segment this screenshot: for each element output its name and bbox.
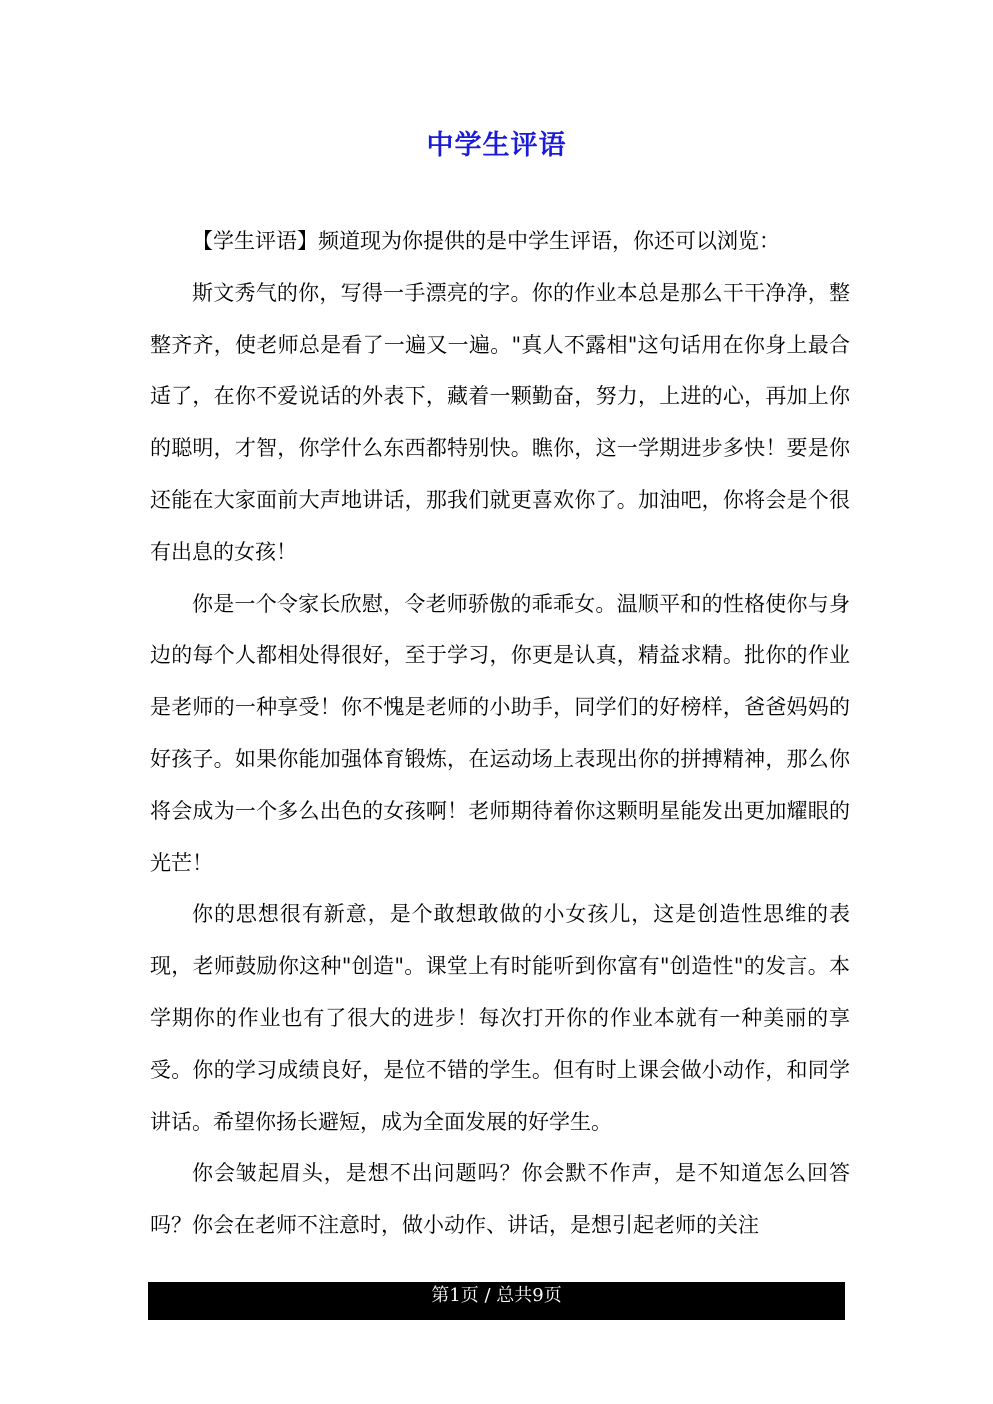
- comment-paragraph: 你是一个令家长欣慰，令老师骄傲的乖乖女。温顺平和的性格使你与身边的每个人都相处得很好，至于学习，你更是认真，精益求精。批你的作业是老师的一种享受！你不愧是老师的小助手，同学们的好榜样，爸爸妈妈的好孩子。如果你能加强体育锻炼，在运动场上表现出你的拼搏精神，那么你将会成为一个多么出色的女孩啊！老师期待着你这颗明星能发出更加耀眼的光芒！: [150, 591, 850, 875]
- page-footer: [148, 1282, 845, 1320]
- page-number: 第1页 / 总共9页: [431, 1285, 562, 1306]
- comment-paragraph: 你会皱起眉头，是想不出问题吗？你会默不作声，是不知道怎么回答吗？你会在老师不注意时，做小动作、讲话，是想引起老师的关注: [150, 1161, 850, 1238]
- page-title: 中学生评语: [426, 130, 567, 161]
- comment-paragraph: 你的思想很有新意，是个敢想敢做的小女孩儿，这是创造性思维的表现，老师鼓励你这种"创造"。课堂上有时能听到你富有"创造性"的发言。本学期你的作业也有了很大的进步！每次打开你的作业本就有一种美丽的享受。你的学习成绩良好，是位不错的学生。但有时上课会做小动作，和同学讲话。希望你扬长避短，成为全面发展的好学生。: [150, 902, 850, 1134]
- document-body: [150, 216, 850, 1252]
- intro-paragraph: 【学生评语】频道现为你提供的是中学生评语，你还可以浏览：: [192, 229, 780, 253]
- comment-paragraph: 斯文秀气的你，写得一手漂亮的字。你的作业本总是那么干干净净，整整齐齐，使老师总是看了一遍又一遍。"真人不露相"这句话用在你身上最合适了，在你不爱说话的外表下，藏着一颗勤奋，努力，上进的心，再加上你的聪明，才智，你学什么东西都特别快。瞧你，这一学期进步多快！要是你还能在大家面前大声地讲话，那我们就更喜欢你了。加油吧，你将会是个很有出息的女孩！: [150, 280, 850, 564]
